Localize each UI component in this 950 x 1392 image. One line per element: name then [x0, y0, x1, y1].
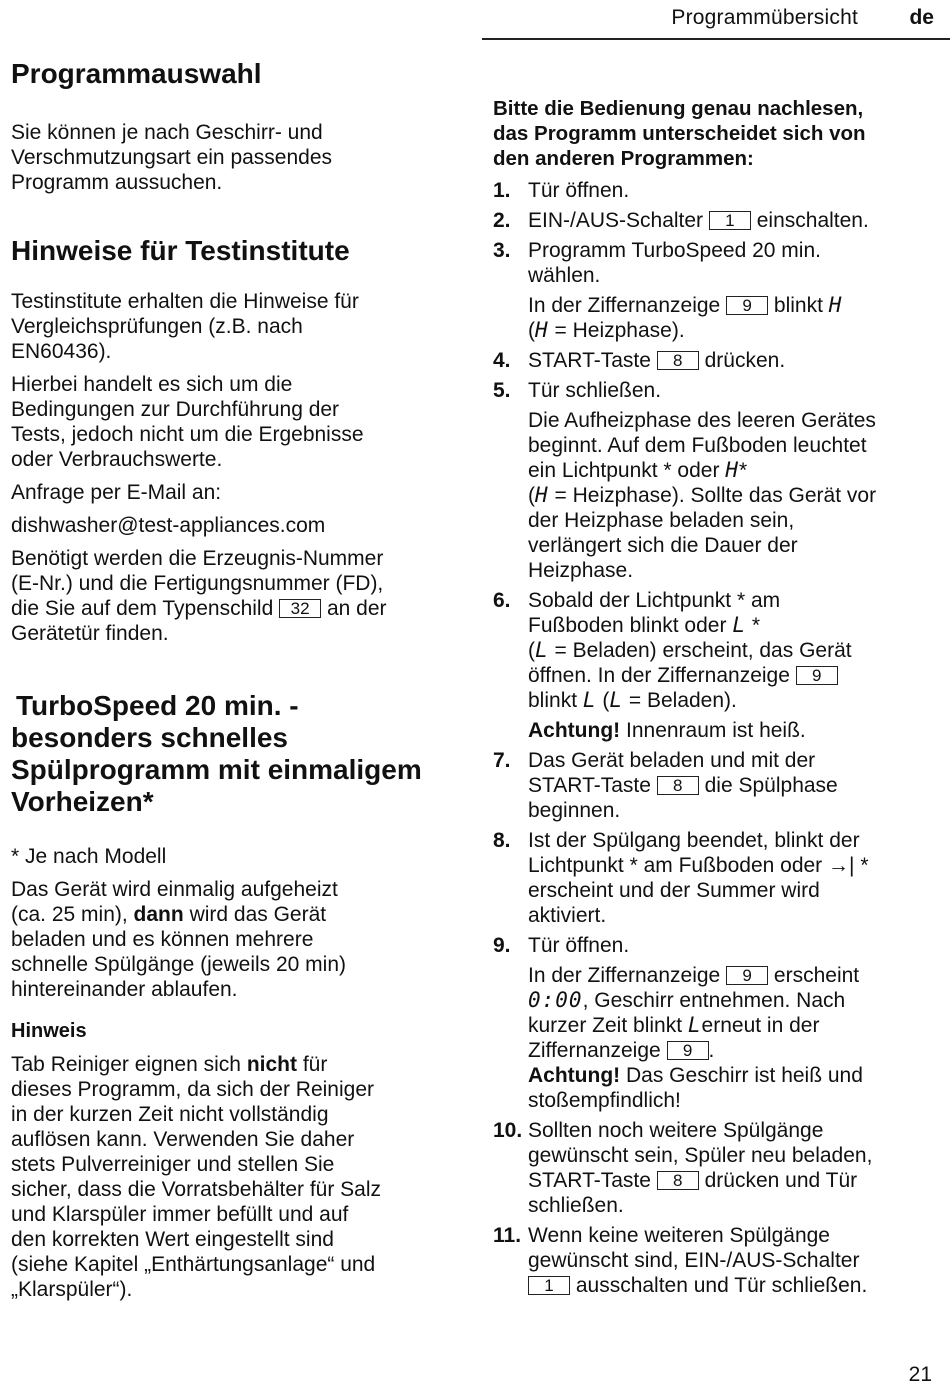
step-text [528, 483, 938, 508]
text-line: den anderen Programmen: [493, 147, 754, 170]
step-6 [493, 588, 938, 743]
text-line: Das Gerät wird einmalig aufgeheizt [11, 878, 338, 901]
step-text: aktiviert. [528, 904, 607, 927]
step-text [528, 208, 938, 233]
step-number: 11. [493, 1224, 522, 1247]
step-text [528, 718, 938, 743]
key-badge-9: 9 [726, 296, 768, 315]
display-l-icon: L [687, 1013, 702, 1037]
warning-label: Achtung! [528, 719, 621, 742]
key-badge-9: 9 [726, 966, 768, 985]
heading-turbospeed [11, 690, 451, 818]
step-1 [493, 178, 938, 203]
step-text: erscheint und der Summer wird [528, 879, 820, 902]
step-text [528, 1273, 938, 1298]
text-fragment: öffnen. In der Ziffernanzeige [528, 664, 790, 687]
text-fragment: ( [602, 689, 610, 712]
text-fragment: wird das Gerät [189, 903, 327, 926]
text-fragment: einschalten. [756, 209, 869, 232]
step-text: Sobald der Lichtpunkt * am [528, 589, 781, 612]
left-column [11, 58, 451, 1302]
page-header [0, 6, 950, 36]
instruction-intro [493, 96, 938, 171]
display-h-icon: H [828, 293, 843, 317]
text-fragment: START-Taste [528, 349, 651, 372]
email-address: dishwasher@test-appliances.com [11, 514, 326, 537]
display-l-icon: L [535, 638, 549, 662]
text-line: (E-Nr.) und die Fertigungsnummer (FD), [11, 572, 384, 595]
text-line: schnelle Spülgänge (jeweils 20 min) [11, 953, 347, 976]
key-badge-9: 9 [796, 666, 838, 685]
step-text: Die Aufheizphase des leeren Gerätes [528, 409, 876, 432]
text-fragment: In der Ziffernanzeige [528, 964, 721, 987]
step-text [528, 963, 938, 988]
text-fragment: START-Taste [528, 774, 651, 797]
text-line: dieses Programm, da sich der Reiniger [11, 1078, 374, 1101]
step-number: 10. [493, 1119, 523, 1142]
text-line: das Programm unterscheidet sich von [493, 122, 866, 145]
emphasis-dann: dann [133, 903, 184, 926]
footnote-modell: * Je nach Modell [11, 845, 167, 868]
step-text [528, 853, 938, 878]
step-number: 3. [493, 239, 511, 262]
text-fragment: ausschalten und Tür schließen. [575, 1274, 868, 1297]
text-line: den korrekten Wert eingestellt sind [11, 1228, 334, 1251]
display-l-icon: L [732, 613, 746, 637]
text-line: Testinstitute erhalten die Hinweise für [11, 290, 359, 313]
step-text [528, 1038, 938, 1063]
display-zero-icon: 0:00 [528, 988, 583, 1012]
page-number: 21 [908, 1363, 932, 1386]
text-fragment: . [708, 1039, 715, 1062]
step-number: 2. [493, 209, 511, 232]
key-badge-1: 1 [528, 1276, 570, 1295]
text-fragment: Das Geschirr ist heiß und [626, 1064, 863, 1087]
text-fragment: = Beladen) erscheint, das Gerät [554, 639, 852, 662]
paragraph-bedingungen [11, 372, 451, 472]
text-line: Gerätetür finden. [11, 622, 169, 645]
text-line: Tests, jedoch nicht um die Ergebnisse [11, 423, 364, 446]
text-line: beladen und es können mehrere [11, 928, 314, 951]
text-fragment: ein Lichtpunkt * oder [528, 459, 720, 482]
step-text: beginnt. Auf dem Fußboden leuchtet [528, 434, 867, 457]
step-10 [493, 1118, 938, 1218]
step-text: Ist der Spülgang beendet, blinkt der [528, 829, 860, 852]
step-number: 1. [493, 179, 511, 202]
step-number: 5. [493, 379, 511, 402]
text-line: „Klarspüler“). [11, 1278, 133, 1301]
heading-hinweis: Hinweis [11, 1020, 87, 1042]
step-8 [493, 828, 938, 928]
key-badge-9: 9 [667, 1041, 709, 1060]
text-line [11, 596, 451, 621]
key-badge-8: 8 [657, 351, 699, 370]
step-list [493, 178, 938, 1298]
paragraph-benoetigt [11, 546, 451, 646]
text-fragment: = Heizphase). [554, 319, 685, 342]
text-line: Vergleichsprüfungen (z.B. nach [11, 315, 303, 338]
heading-hinweise-testinstitute: Hinweise für Testinstitute [11, 235, 350, 266]
section-title: Programmübersicht [671, 6, 858, 29]
text-fragment: drücken und Tür [704, 1169, 858, 1192]
text-fragment: kurzer Zeit blinkt [528, 1014, 683, 1037]
text-line: stets Pulverreiniger und stellen Sie [11, 1153, 335, 1176]
text-line: sicher, dass die Vorratsbehälter für Salz [11, 1178, 382, 1201]
text-fragment: ( [528, 639, 535, 662]
paragraph-tab-reiniger [11, 1052, 451, 1302]
text-line: Hierbei handelt es sich um die [11, 373, 293, 396]
step-text: beginnen. [528, 799, 621, 822]
text-fragment: blinkt [773, 294, 823, 317]
right-column [493, 96, 938, 1298]
step-9 [493, 933, 938, 1113]
text-fragment: START-Taste [528, 1169, 651, 1192]
display-h-icon: H [535, 318, 549, 342]
step-text: wählen. [528, 264, 601, 287]
header-rule [482, 38, 950, 40]
step-text [528, 663, 938, 688]
key-badge-1: 1 [709, 211, 751, 230]
text-line: hintereinander ablaufen. [11, 978, 238, 1001]
text-line: oder Verbrauchswerte. [11, 448, 223, 471]
step-text [528, 458, 938, 483]
text-line: Verschmutzungsart ein passendes [11, 146, 333, 169]
step-text: Wenn keine weiteren Spülgänge [528, 1224, 830, 1247]
text-fragment: ( [528, 484, 535, 507]
step-5 [493, 378, 938, 583]
text-fragment: ( [528, 319, 535, 342]
step-text [528, 1168, 938, 1193]
warning-label: Achtung! [528, 1064, 621, 1087]
heading-line: Spülprogramm mit einmaligem [11, 754, 422, 785]
text-fragment: = Heizphase). Sollte das Gerät vor [554, 484, 877, 507]
text-fragment: * [860, 854, 869, 877]
display-l-icon: L [582, 688, 597, 712]
text-fragment: EIN-/AUS-Schalter [528, 209, 704, 232]
step-4 [493, 348, 938, 373]
emphasis-nicht: nicht [246, 1053, 297, 1076]
text-line [11, 1052, 451, 1077]
text-fragment: Innenraum ist heiß. [626, 719, 806, 742]
text-line: (siehe Kapitel „Enthärtungsanlage“ und [11, 1253, 376, 1276]
step-7 [493, 748, 938, 823]
step-text [528, 638, 938, 663]
text-line: Bedingungen zur Durchführung der [11, 398, 340, 421]
text-line: EN60436). [11, 340, 112, 363]
paragraph-programmauswahl [11, 120, 451, 195]
step-text [528, 1013, 938, 1038]
step-text [528, 773, 938, 798]
text-line: Sie können je nach Geschirr- und [11, 121, 323, 144]
text-fragment: , Geschirr entnehmen. Nach [582, 989, 846, 1012]
text-fragment: erneut in der [701, 1014, 820, 1037]
heading-programmauswahl: Programmauswahl [11, 58, 262, 89]
step-text: stoßempfindlich! [528, 1089, 681, 1112]
heading-line: TurboSpeed 20 min. - [16, 690, 299, 721]
step-text: verlängert sich die Dauer der [528, 534, 798, 557]
step-text [528, 318, 938, 343]
text-line: auflösen kann. Verwenden Sie daher [11, 1128, 355, 1151]
text-fragment: Lichtpunkt * am Fußboden oder [528, 854, 823, 877]
text-fragment: für [302, 1053, 328, 1076]
step-text [528, 1063, 938, 1088]
text-line: Bitte die Bedienung genau nachlesen, [493, 97, 864, 120]
step-number: 6. [493, 589, 511, 612]
step-text [528, 293, 938, 318]
language-code: de [909, 6, 934, 29]
text-fragment: Fußboden blinkt oder [528, 614, 727, 637]
text-line: in der kurzen Zeit nicht vollständig [11, 1103, 329, 1126]
step-text: Das Gerät beladen und mit der [528, 749, 816, 772]
text-fragment: * [751, 614, 760, 637]
text-fragment: an der [326, 597, 387, 620]
step-text: Heizphase. [528, 559, 634, 582]
paragraph-einmalig [11, 877, 451, 1002]
display-h-icon: H [725, 458, 739, 482]
step-text [528, 688, 938, 713]
text-fragment: Tab Reiniger eignen sich [11, 1053, 241, 1076]
text-fragment: die Sie auf dem Typenschild [11, 597, 274, 620]
text-line: und Klarspüler immer befüllt und auf [11, 1203, 349, 1226]
text-fragment: In der Ziffernanzeige [528, 294, 721, 317]
step-3 [493, 238, 938, 343]
step-number: 7. [493, 749, 511, 772]
display-l-icon: L [609, 688, 624, 712]
step-text: Tür schließen. [528, 379, 662, 402]
step-text [528, 613, 938, 638]
heading-line: Vorheizen* [11, 786, 154, 817]
step-text: gewünscht sind, EIN-/AUS-Schalter [528, 1249, 860, 1272]
heading-line: besonders schnelles [11, 722, 289, 753]
text-fragment: blinkt [528, 689, 578, 712]
text-line: Programm aussuchen. [11, 171, 223, 194]
step-11 [493, 1223, 938, 1298]
step-text: Tür öffnen. [528, 934, 630, 957]
step-text: der Heizphase beladen sein, [528, 509, 795, 532]
paragraph-anfrage: Anfrage per E-Mail an: [11, 481, 222, 504]
key-badge-8: 8 [657, 776, 699, 795]
step-number: 4. [493, 349, 511, 372]
display-h-icon: H [535, 483, 549, 507]
text-fragment: * [738, 459, 748, 482]
step-2 [493, 208, 938, 233]
step-text [528, 988, 938, 1013]
step-text: Sollten noch weitere Spülgänge [528, 1119, 824, 1142]
step-number: 8. [493, 829, 511, 852]
text-fragment: Ziffernanzeige [528, 1039, 661, 1062]
text-line [11, 902, 451, 927]
step-text [528, 348, 938, 373]
step-text: Programm TurboSpeed 20 min. [528, 239, 821, 262]
key-badge-32: 32 [279, 599, 321, 618]
step-text: Tür öffnen. [528, 179, 630, 202]
end-arrow-icon: →| [828, 854, 855, 877]
text-line: Benötigt werden die Erzeugnis-Nummer [11, 547, 384, 570]
paragraph-testinstitute [11, 289, 451, 364]
text-fragment: die Spülphase [704, 774, 838, 797]
key-badge-8: 8 [657, 1171, 699, 1190]
step-number: 9. [493, 934, 511, 957]
step-text: schließen. [528, 1194, 624, 1217]
text-fragment: erscheint [773, 964, 860, 987]
text-fragment: = Beladen). [628, 689, 737, 712]
text-fragment: drücken. [704, 349, 786, 372]
step-text: gewünscht sein, Spüler neu beladen, [528, 1144, 873, 1167]
text-fragment: (ca. 25 min), [11, 903, 128, 926]
